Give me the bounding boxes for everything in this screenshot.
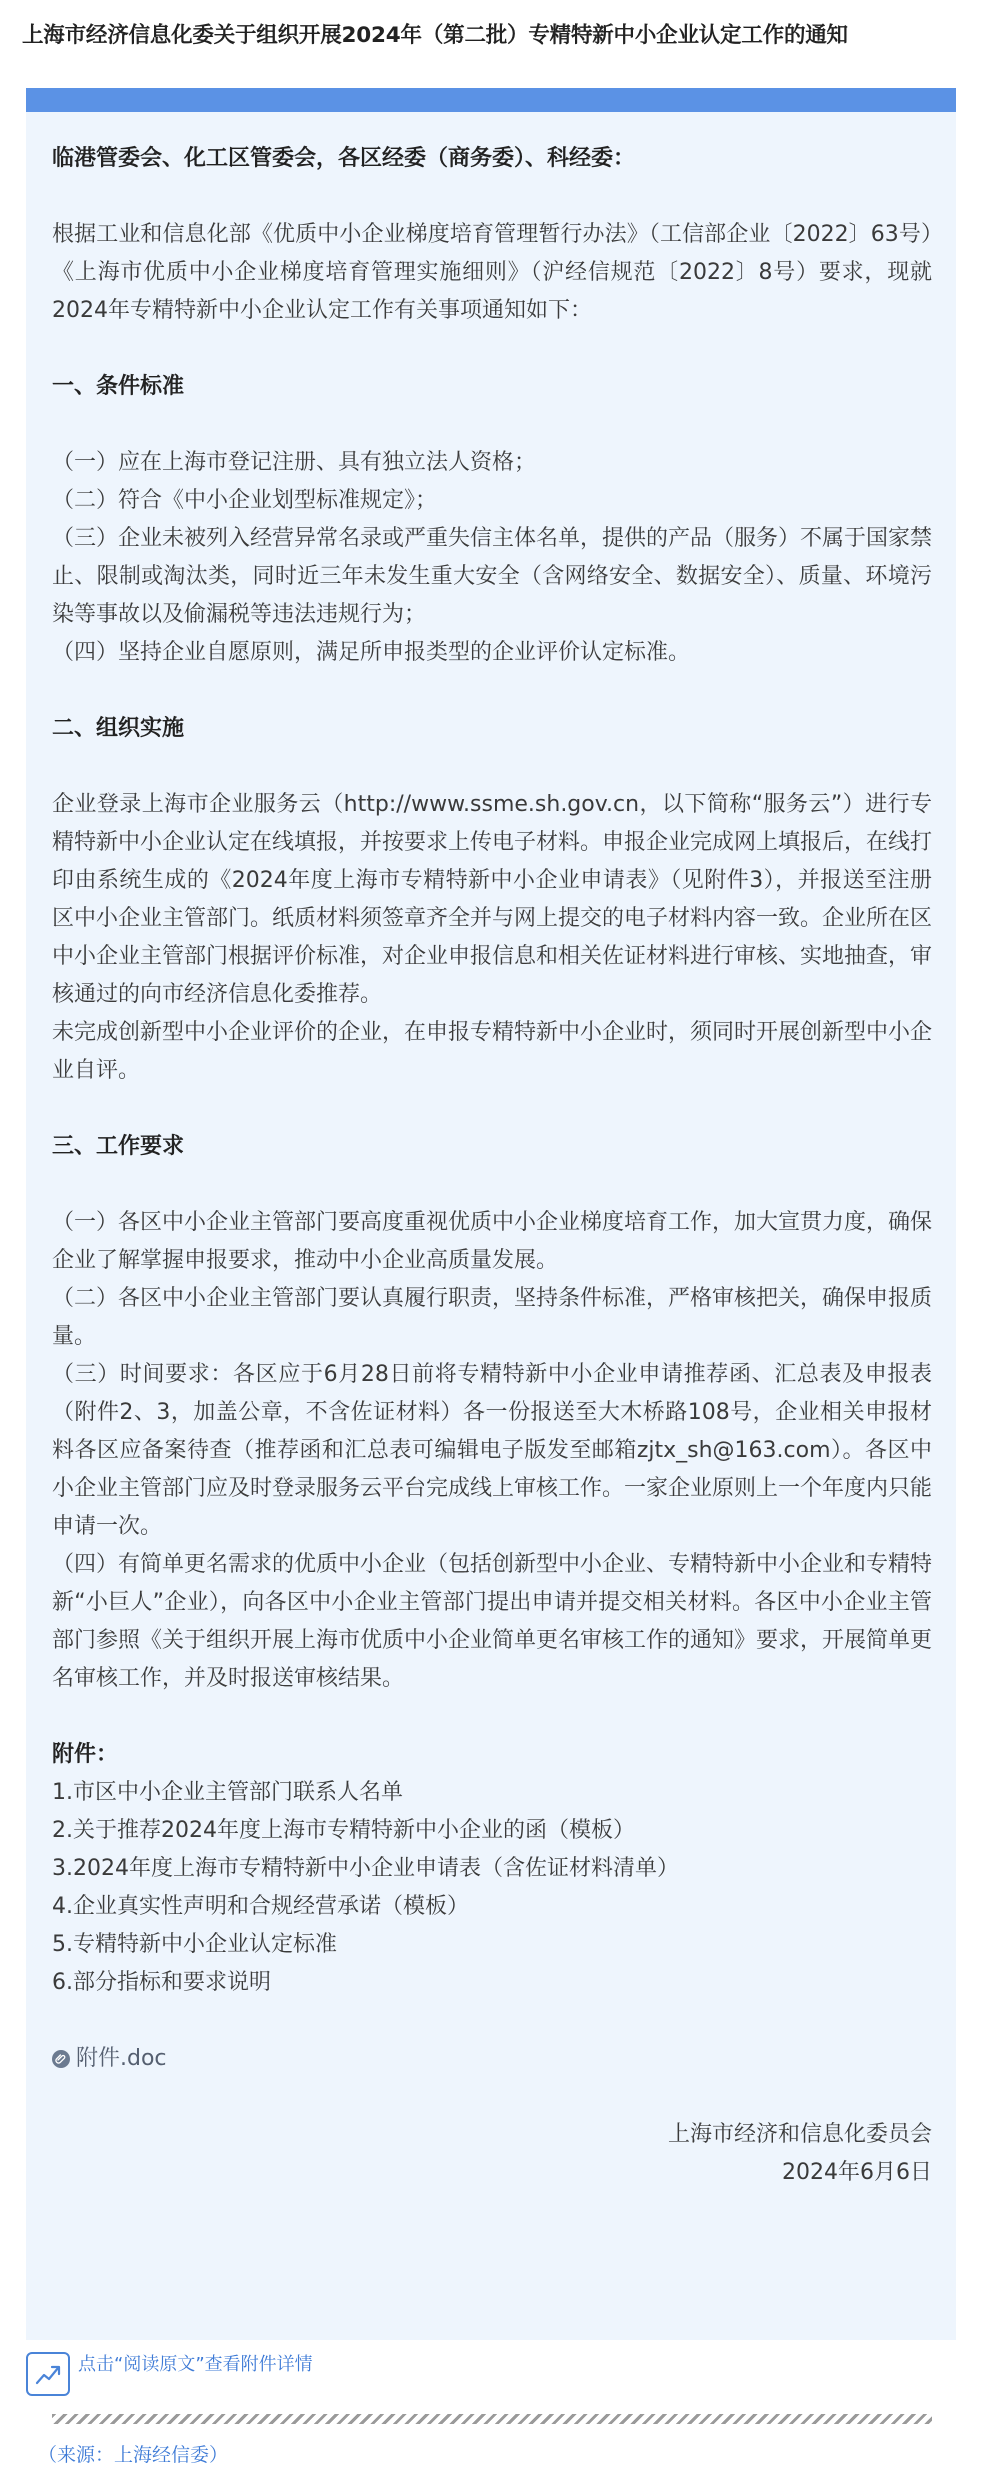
attachment-item: 4.企业真实性声明和合规经营承诺（模板） <box>52 1894 469 1919</box>
section-heading: 一、条件标准 <box>52 374 185 399</box>
intro-paragraph: 根据工业和信息化部《优质中小企业梯度培育管理暂行办法》（工信部企业〔2022〕63号）《上海市优质中小企业梯度培育管理实施细则》（沪经信规范〔2022〕8号）要求，现就2024年专精特新中小企业认定工作有关事项通知如下： <box>52 222 932 323</box>
attachment-item: 2.关于推荐2024年度上海市专精特新中小企业的函（模板） <box>52 1818 635 1843</box>
section-heading: 二、组织实施 <box>52 716 185 741</box>
section-paragraph: （一）应在上海市登记注册、具有独立法人资格； <box>52 450 537 475</box>
header-accent-bar <box>26 88 956 112</box>
attachment-file-link[interactable] <box>52 2040 932 2078</box>
signature-block <box>52 2116 932 2192</box>
trend-chart-icon[interactable] <box>26 2352 70 2396</box>
section-paragraph: （四）坚持企业自愿原则，满足所申报类型的企业评价认定标准。 <box>52 640 691 665</box>
section-paragraph: （三）企业未被列入经营异常名录或严重失信主体名单，提供的产品（服务）不属于国家禁止、限制或淘汰类，同时近三年未发生重大安全（含网络安全、数据安全）、质量、环境污染等事故以及偷漏税等违法违规行为； <box>52 526 933 627</box>
section-paragraph: （一）各区中小企业主管部门要高度重视优质中小企业梯度培育工作，加大宣贯力度，确保企业了解掌握申报要求，推动中小企业高质量发展。 <box>52 1210 933 1273</box>
section-paragraph: （二）符合《中小企业划型标准规定》； <box>52 488 438 513</box>
signature-org: 上海市经济和信息化委员会 <box>667 2122 932 2147</box>
read-more-link[interactable] <box>26 2346 626 2398</box>
section-paragraph: （四）有简单更名需求的优质中小企业（包括创新型中小企业、专精特新中小企业和专精特新“小巨人”企业），向各区中小企业主管部门提出申请并提交相关材料。各区中小企业主管部门参照《关于组织开展上海市优质中小企业简单更名审核工作的通知》要求，开展简单更名审核工作，并及时报送审核结果。 <box>52 1552 933 1691</box>
section-paragraph: 企业登录上海市企业服务云（http://www.ssme.sh.gov.cn，以下简称“服务云”）进行专精特新中小企业认定在线填报，并按要求上传电子材料。申报企业完成网上填报后，在线打印由系统生成的《2024年度上海市专精特新中小企业申请表》（见附件3），并报送至注册区中小企业主管部门。纸质材料须签章齐全并与网上提交的电子材料内容一致。企业所在区中小企业主管部门根据评价标准，对企业申报信息和相关佐证材料进行审核、实地抽查，审核通过的向市经济信息化委推荐。 <box>52 792 933 1007</box>
read-more-text[interactable]: 点击“阅读原文”查看附件详情 <box>78 2354 313 2375</box>
signature-date: 2024年6月6日 <box>782 2160 932 2185</box>
attachment-item: 5.专精特新中小企业认定标准 <box>52 1932 337 1957</box>
attachment-item: 6.部分指标和要求说明 <box>52 1970 271 1995</box>
section-paragraph: 未完成创新型中小企业评价的企业，在申报专精特新中小企业时，须同时开展创新型中小企业自评。 <box>52 1020 933 1083</box>
attachment-file-name[interactable]: 附件.doc <box>76 2046 167 2071</box>
section-paragraph: （二）各区中小企业主管部门要认真履行职责，坚持条件标准，严格审核把关，确保申报质量。 <box>52 1286 933 1349</box>
section-heading: 三、工作要求 <box>52 1134 185 1159</box>
section-paragraph: （三）时间要求：各区应于6月28日前将专精特新中小企业申请推荐函、汇总表及申报表（附件2、3，加盖公章，不含佐证材料）各一份报送至大木桥路108号，企业相关申报材料各区应备案待查（推荐函和汇总表可编辑电子版发至邮箱zjtx_sh@163.com）。各区中小企业主管部门应及时登录服务云平台完成线上审核工作。一家企业原则上一个年度内只能申请一次。 <box>52 1362 933 1539</box>
page-title: 上海市经济信息化委关于组织开展2024年（第二批）专精特新中小企业认定工作的通知 <box>22 23 848 48</box>
attachments-heading: 附件： <box>52 1742 119 1767</box>
salutation: 临港管委会、化工区管委会，各区经委（商务委）、科经委： <box>52 146 636 171</box>
article-body <box>52 140 932 2192</box>
hatched-divider <box>52 2414 932 2424</box>
source-note: （来源：上海经信委） <box>38 2444 229 2466</box>
paperclip-icon <box>52 2050 70 2068</box>
attachment-item: 1.市区中小企业主管部门联系人名单 <box>52 1780 403 1805</box>
attachment-item: 3.2024年度上海市专精特新中小企业申请表（含佐证材料清单） <box>52 1856 679 1881</box>
